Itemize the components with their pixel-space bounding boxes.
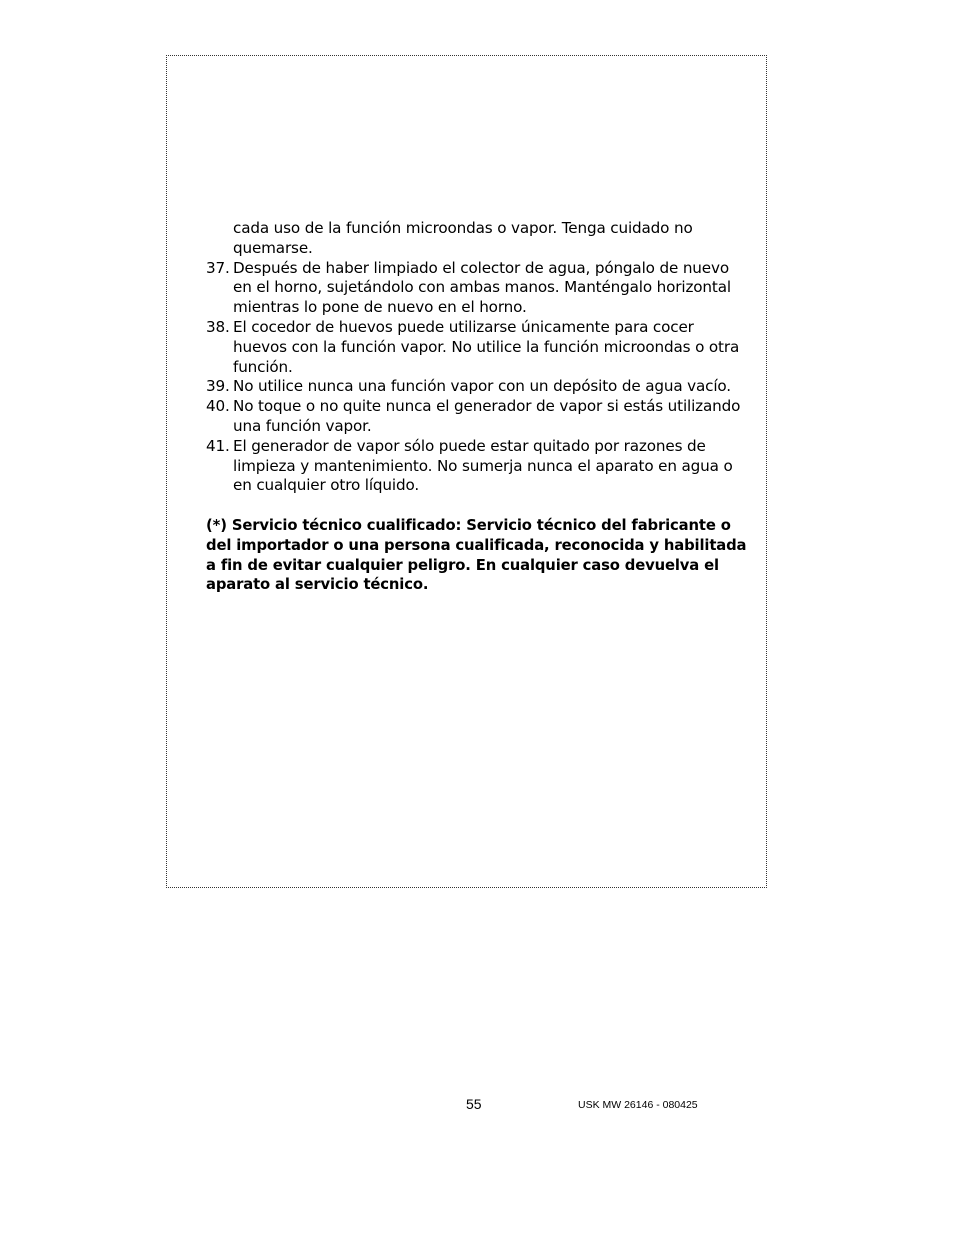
list-item	[206, 259, 751, 318]
list-item	[206, 397, 751, 437]
list-item-text: El generador de vapor sólo puede estar quitado por razones de limpieza y mantenimiento. No sumerja nunca el aparato en agua o en cualquier otro líquido.	[233, 436, 733, 495]
list-item-number: 41.	[206, 436, 230, 455]
list-item	[206, 437, 751, 496]
list-item-number: 40.	[206, 397, 230, 416]
list-item	[206, 377, 751, 397]
list-item-text: El cocedor de huevos puede utilizarse únicamente para cocer huevos con la función vapor. No utilice la función microondas o otra función.	[233, 317, 740, 376]
continuation-text: cada uso de la función microondas o vapor. Tenga cuidado no quemarse.	[233, 219, 693, 257]
list-item-text: Después de haber limpiado el colector de agua, póngalo de nuevo en el horno, sujetándolo con ambas manos. Manténgalo horizontal mientras lo pone de nuevo en el horno.	[233, 258, 731, 317]
list-item-number: 37.	[206, 258, 230, 277]
document-code: USK MW 26146 - 080425	[578, 1099, 698, 1111]
list-item-text: No toque o no quite nunca el generador de vapor si estás utilizando una función vapor.	[233, 397, 741, 435]
list-item-text: No utilice nunca una función vapor con un depósito de agua vacío.	[233, 377, 731, 396]
page-number: 55	[466, 1096, 482, 1112]
list-item-number: 38.	[206, 317, 230, 336]
instruction-list	[206, 259, 751, 497]
service-note: (*) Servicio técnico cualificado: Servicio técnico del fabricante o del importador o una persona cualificada, reconocida y habilitada a fin de evitar cualquier peligro. En cualquier caso devuelva el aparato al servicio técnico.	[206, 516, 747, 594]
list-item	[206, 318, 751, 377]
list-item-number: 39.	[206, 377, 230, 396]
page-content	[206, 219, 751, 595]
